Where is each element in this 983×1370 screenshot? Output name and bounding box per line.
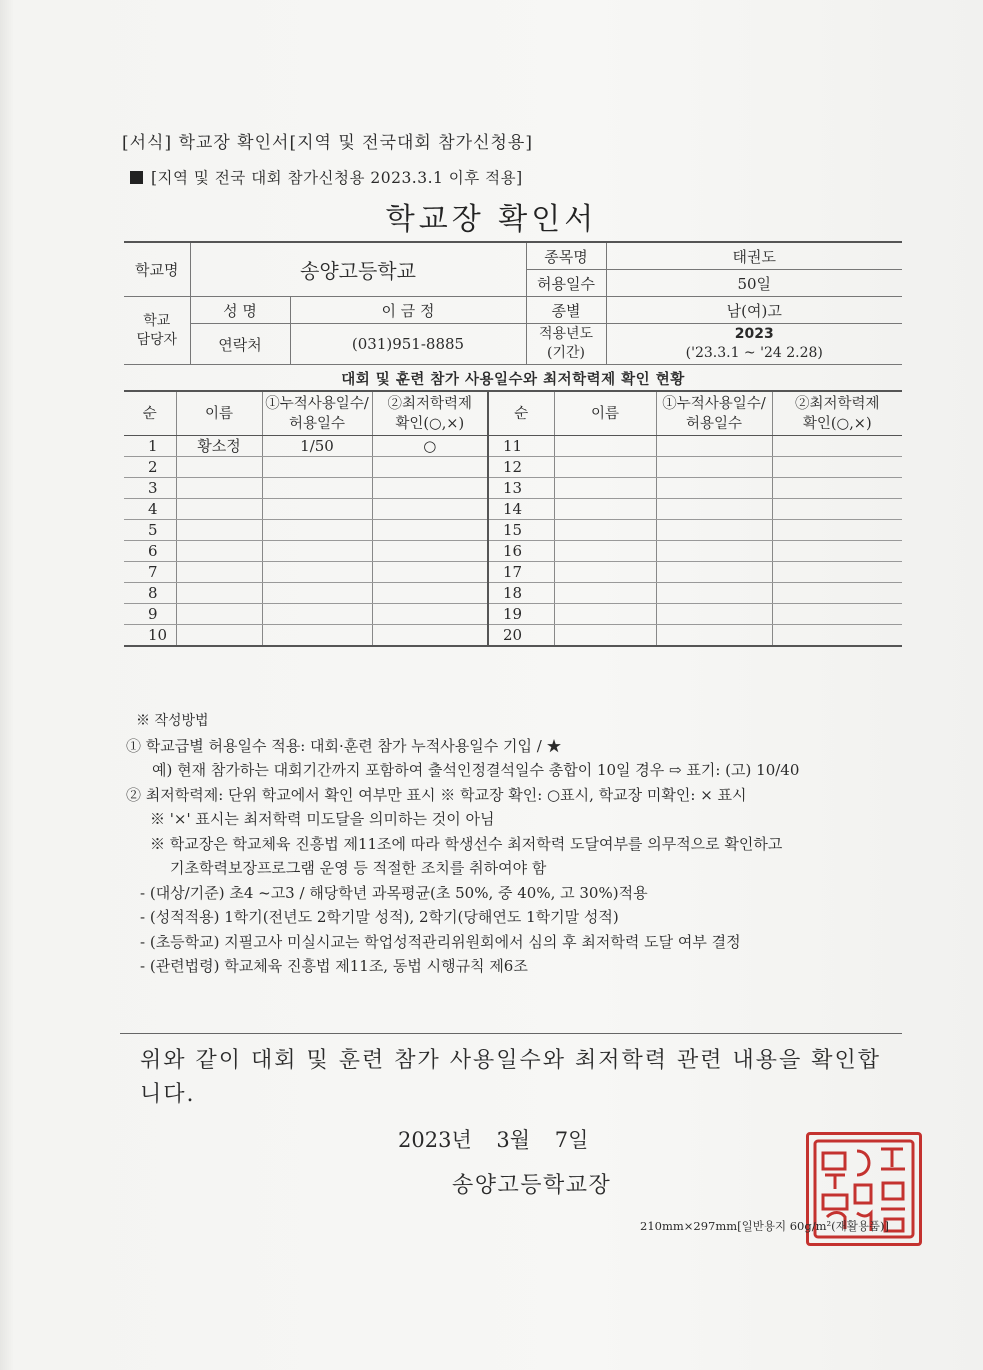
row-number: 19 (488, 604, 554, 625)
period-value: ('23.3.1 ~ '24 2.28) (685, 345, 823, 361)
days-used (656, 625, 772, 647)
min-academic-check (372, 499, 488, 520)
header-min-line1: ②최저학력제 (387, 395, 473, 412)
person-name-value: 이 금 정 (290, 297, 526, 324)
days-used (262, 478, 372, 499)
student-name (176, 520, 262, 541)
row-number: 14 (488, 499, 554, 520)
school-info-table (124, 241, 902, 365)
header-days-line2: 허용일수 (288, 415, 346, 432)
allowed-days-value: 50일 (606, 270, 902, 297)
days-used: 1/50 (262, 436, 372, 457)
section-title: 대회 및 훈련 참가 사용일수와 최저학력제 확인 현황 (341, 371, 685, 388)
note-item: 기초학력보장프로그램 운영 등 적절한 조치를 취하여야 함 (170, 859, 547, 877)
table-row (124, 478, 902, 499)
days-used (656, 520, 772, 541)
days-used (262, 520, 372, 541)
row-number: 6 (124, 541, 176, 562)
min-academic-check (772, 625, 902, 647)
days-used (262, 583, 372, 604)
student-name (176, 562, 262, 583)
year-value-cell (606, 324, 902, 365)
student-name (554, 625, 656, 647)
gender-value: 남(여)고 (606, 297, 902, 324)
row-number: 2 (124, 457, 176, 478)
note-item: ※ '×' 표시는 최저학력 미도달을 의미하는 것이 아님 (150, 810, 495, 828)
row-number: 5 (124, 520, 176, 541)
note-heading: ※ 작성방법 (136, 713, 209, 729)
table-row (124, 541, 902, 562)
days-used (656, 457, 772, 478)
row-number: 17 (488, 562, 554, 583)
manager-label-line2: 담당자 (136, 331, 178, 348)
student-name: 황소정 (176, 436, 262, 457)
table-row (124, 562, 902, 583)
student-name (554, 520, 656, 541)
event-label: 종목명 (526, 242, 606, 270)
row-number: 7 (124, 562, 176, 583)
days-used (262, 625, 372, 647)
row-number: 18 (488, 583, 554, 604)
row-number: 11 (488, 436, 554, 457)
header-min-line1: ②최저학력제 (794, 395, 880, 412)
year-label-line1: 적용년도 (538, 326, 594, 342)
min-academic-check (372, 478, 488, 499)
header-no-left: 순 (124, 391, 176, 436)
table-row (124, 436, 902, 457)
table-row (124, 499, 902, 520)
min-academic-check (772, 520, 902, 541)
row-number: 20 (488, 625, 554, 647)
manager-label-line1: 학교 (143, 312, 171, 329)
student-name (554, 478, 656, 499)
confirmation-statement: 위와 같이 대회 및 훈련 참가 사용일수와 최저학력 관련 내용을 확인합니다. (140, 1048, 881, 1107)
row-number: 15 (488, 520, 554, 541)
days-used (656, 604, 772, 625)
min-academic-check (772, 604, 902, 625)
min-academic-check (772, 478, 902, 499)
min-academic-check (372, 541, 488, 562)
table-row (124, 457, 902, 478)
student-name (176, 478, 262, 499)
row-number: 12 (488, 457, 554, 478)
min-academic-check (772, 436, 902, 457)
participation-table (124, 390, 902, 647)
header-min-right (772, 391, 902, 436)
year-value: 2023 (734, 326, 774, 342)
header-days-line1: ①누적사용일수/ (265, 395, 369, 412)
student-name (176, 541, 262, 562)
header-no-right: 순 (488, 391, 554, 436)
writing-instructions (126, 709, 800, 979)
header-name-right: 이름 (554, 391, 656, 436)
table-row (124, 625, 902, 647)
row-number: 3 (124, 478, 176, 499)
min-academic-check (372, 604, 488, 625)
min-academic-check (772, 499, 902, 520)
row-number: 10 (124, 625, 176, 647)
form-label: [서식] 학교장 확인서[지역 및 전국대회 참가신청용] (122, 133, 533, 153)
header-days-line1: ①누적사용일수/ (662, 395, 766, 412)
row-number: 13 (488, 478, 554, 499)
note-item: - (성적적용) 1학기(전년도 2학기말 성적), 2학기(당해연도 1학기말 성적) (140, 908, 619, 926)
header-days-line2: 허용일수 (685, 415, 743, 432)
student-name (554, 562, 656, 583)
year-label (526, 324, 606, 365)
note-item: ※ 학교장은 학교체육 진흥법 제11조에 따라 학생선수 최저학력 도달여부를 의무적으로 확인하고 (150, 834, 783, 853)
table-row (124, 604, 902, 625)
student-name (176, 625, 262, 647)
min-academic-check (372, 583, 488, 604)
table-row (124, 583, 902, 604)
min-academic-check: ○ (372, 436, 488, 457)
student-name (176, 499, 262, 520)
min-academic-check (772, 583, 902, 604)
days-used (656, 541, 772, 562)
note-item: 예) 현재 참가하는 대회기간까지 포함하여 출석인정결석일수 총합이 10일 경우 ⇨ 표기: (고) 10/40 (152, 761, 800, 779)
student-name (554, 541, 656, 562)
row-number: 1 (124, 436, 176, 457)
allowed-days-label: 허용일수 (526, 270, 606, 297)
min-academic-check (372, 562, 488, 583)
school-name-value: 송양고등학교 (190, 242, 526, 297)
row-number: 16 (488, 541, 554, 562)
student-name (554, 499, 656, 520)
paper-spec: 210mm×297mm[일반용지 60g/m²(재활용품)] (640, 1219, 890, 1233)
min-academic-check (372, 625, 488, 647)
issue-date: 2023년 3월 7일 (398, 1128, 589, 1152)
black-square-icon (130, 171, 143, 184)
year-label-line2: (기간) (547, 345, 585, 361)
min-academic-check (772, 457, 902, 478)
student-name (554, 583, 656, 604)
days-used (262, 541, 372, 562)
divider (120, 1033, 902, 1034)
student-name (176, 583, 262, 604)
contact-value: (031)951-8885 (290, 324, 526, 365)
school-name-label: 학교명 (124, 242, 190, 297)
event-value: 태권도 (606, 242, 902, 270)
notice-text: [지역 및 전국 대회 참가신청용 2023.3.1 이후 적용] (151, 169, 523, 187)
student-name (176, 604, 262, 625)
header-min-line2: 확인(○,×) (395, 415, 465, 432)
person-name-label: 성 명 (190, 297, 290, 324)
days-used (656, 562, 772, 583)
row-number: 4 (124, 499, 176, 520)
days-used (262, 457, 372, 478)
min-academic-check (772, 562, 902, 583)
days-used (656, 583, 772, 604)
header-name-left: 이름 (176, 391, 262, 436)
min-academic-check (372, 520, 488, 541)
note-item: ① 학교급별 허용일수 적용: 대회·훈련 참가 누적사용일수 기입 / ★ (126, 736, 562, 755)
student-name (554, 457, 656, 478)
days-used (262, 604, 372, 625)
min-academic-check (772, 541, 902, 562)
header-days-left (262, 391, 372, 436)
header-min-left (372, 391, 488, 436)
contact-label: 연락처 (190, 324, 290, 365)
applicability-notice (130, 166, 523, 188)
student-name (554, 436, 656, 457)
principal-signature: 송양고등학교장 (452, 1173, 612, 1198)
note-item: ② 최저학력제: 단위 학교에서 확인 여부만 표시 ※ 학교장 확인: ○표시, 학교장 미확인: × 표시 (126, 785, 747, 804)
student-name (554, 604, 656, 625)
days-used (262, 562, 372, 583)
note-item: - (대상/기준) 초4 ~고3 / 해당학년 과목평균(초 50%, 중 40%, 고 30%)적용 (140, 883, 648, 902)
table-row (124, 520, 902, 541)
days-used (262, 499, 372, 520)
days-used (656, 499, 772, 520)
note-item: - (초등학교) 지필고사 미실시교는 학업성적관리위원회에서 심의 후 최저학력 도달 여부 결정 (140, 932, 741, 951)
days-used (656, 478, 772, 499)
header-days-right (656, 391, 772, 436)
row-number: 9 (124, 604, 176, 625)
row-number: 8 (124, 583, 176, 604)
manager-label (124, 297, 190, 365)
days-used (656, 436, 772, 457)
student-name (176, 457, 262, 478)
min-academic-check (372, 457, 488, 478)
header-min-line2: 확인(○,×) (802, 415, 872, 432)
note-item: - (관련법령) 학교체육 진흥법 제11조, 동법 시행규칙 제6조 (140, 957, 528, 975)
gender-label: 종별 (526, 297, 606, 324)
page-title: 학교장 확인서 (385, 202, 598, 237)
